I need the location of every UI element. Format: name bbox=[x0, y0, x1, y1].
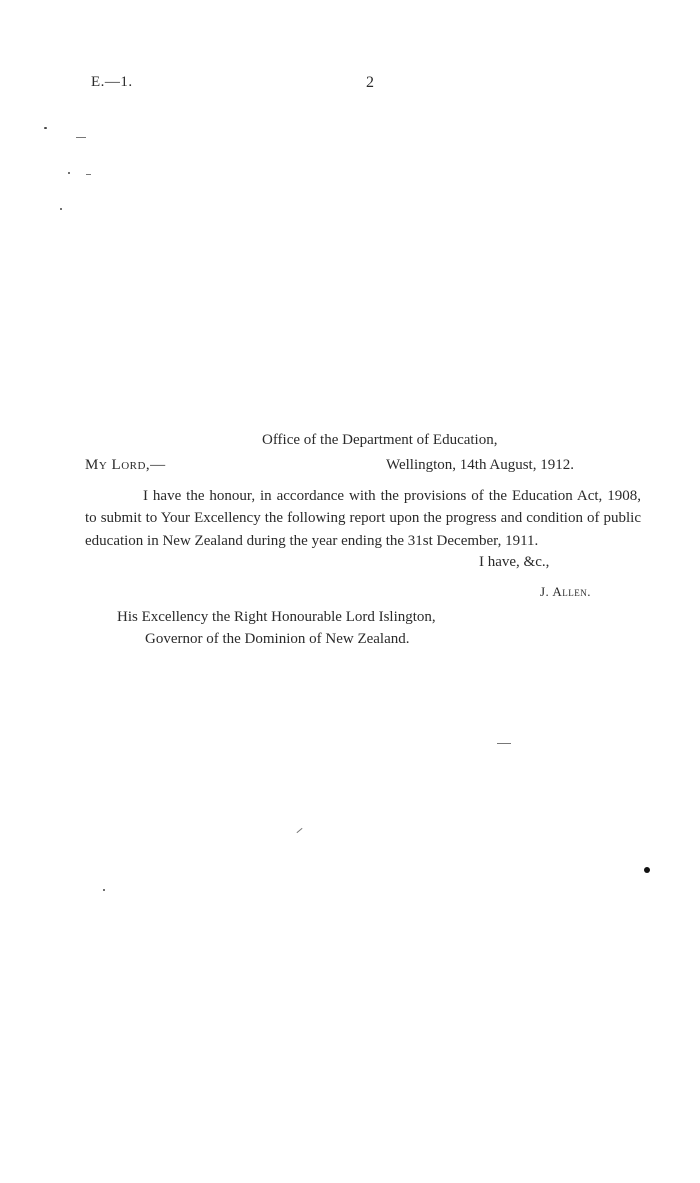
scan-mark bbox=[497, 743, 511, 744]
scan-mark bbox=[76, 137, 86, 138]
salutation: My Lord,— bbox=[85, 457, 166, 473]
letter-body: I have the honour, in accordance with the provisions of the Education Act, 1908, to submit to Your Excellency the following report upon the progress and condition of public education in New Zealand during the year ending the 31st December, 1911. bbox=[85, 488, 641, 549]
scan-speck bbox=[60, 208, 62, 210]
scan-mark bbox=[296, 828, 302, 833]
scan-speck bbox=[644, 867, 650, 873]
signature: J. Allen. bbox=[540, 584, 591, 599]
scan-mark bbox=[86, 174, 91, 175]
scan-speck bbox=[103, 889, 105, 891]
scan-speck bbox=[44, 127, 47, 129]
addressee-line-1: His Excellency the Right Honourable Lord Islington, bbox=[117, 609, 436, 625]
closing: I have, &c., bbox=[479, 554, 550, 570]
addressee-line-2: Governor of the Dominion of New Zealand. bbox=[145, 631, 410, 647]
page-number: 2 bbox=[366, 74, 374, 91]
office-line: Office of the Department of Education, bbox=[262, 432, 498, 448]
document-reference: E.—1. bbox=[91, 74, 133, 90]
date-line: Wellington, 14th August, 1912. bbox=[386, 457, 574, 473]
scan-speck bbox=[68, 172, 70, 174]
